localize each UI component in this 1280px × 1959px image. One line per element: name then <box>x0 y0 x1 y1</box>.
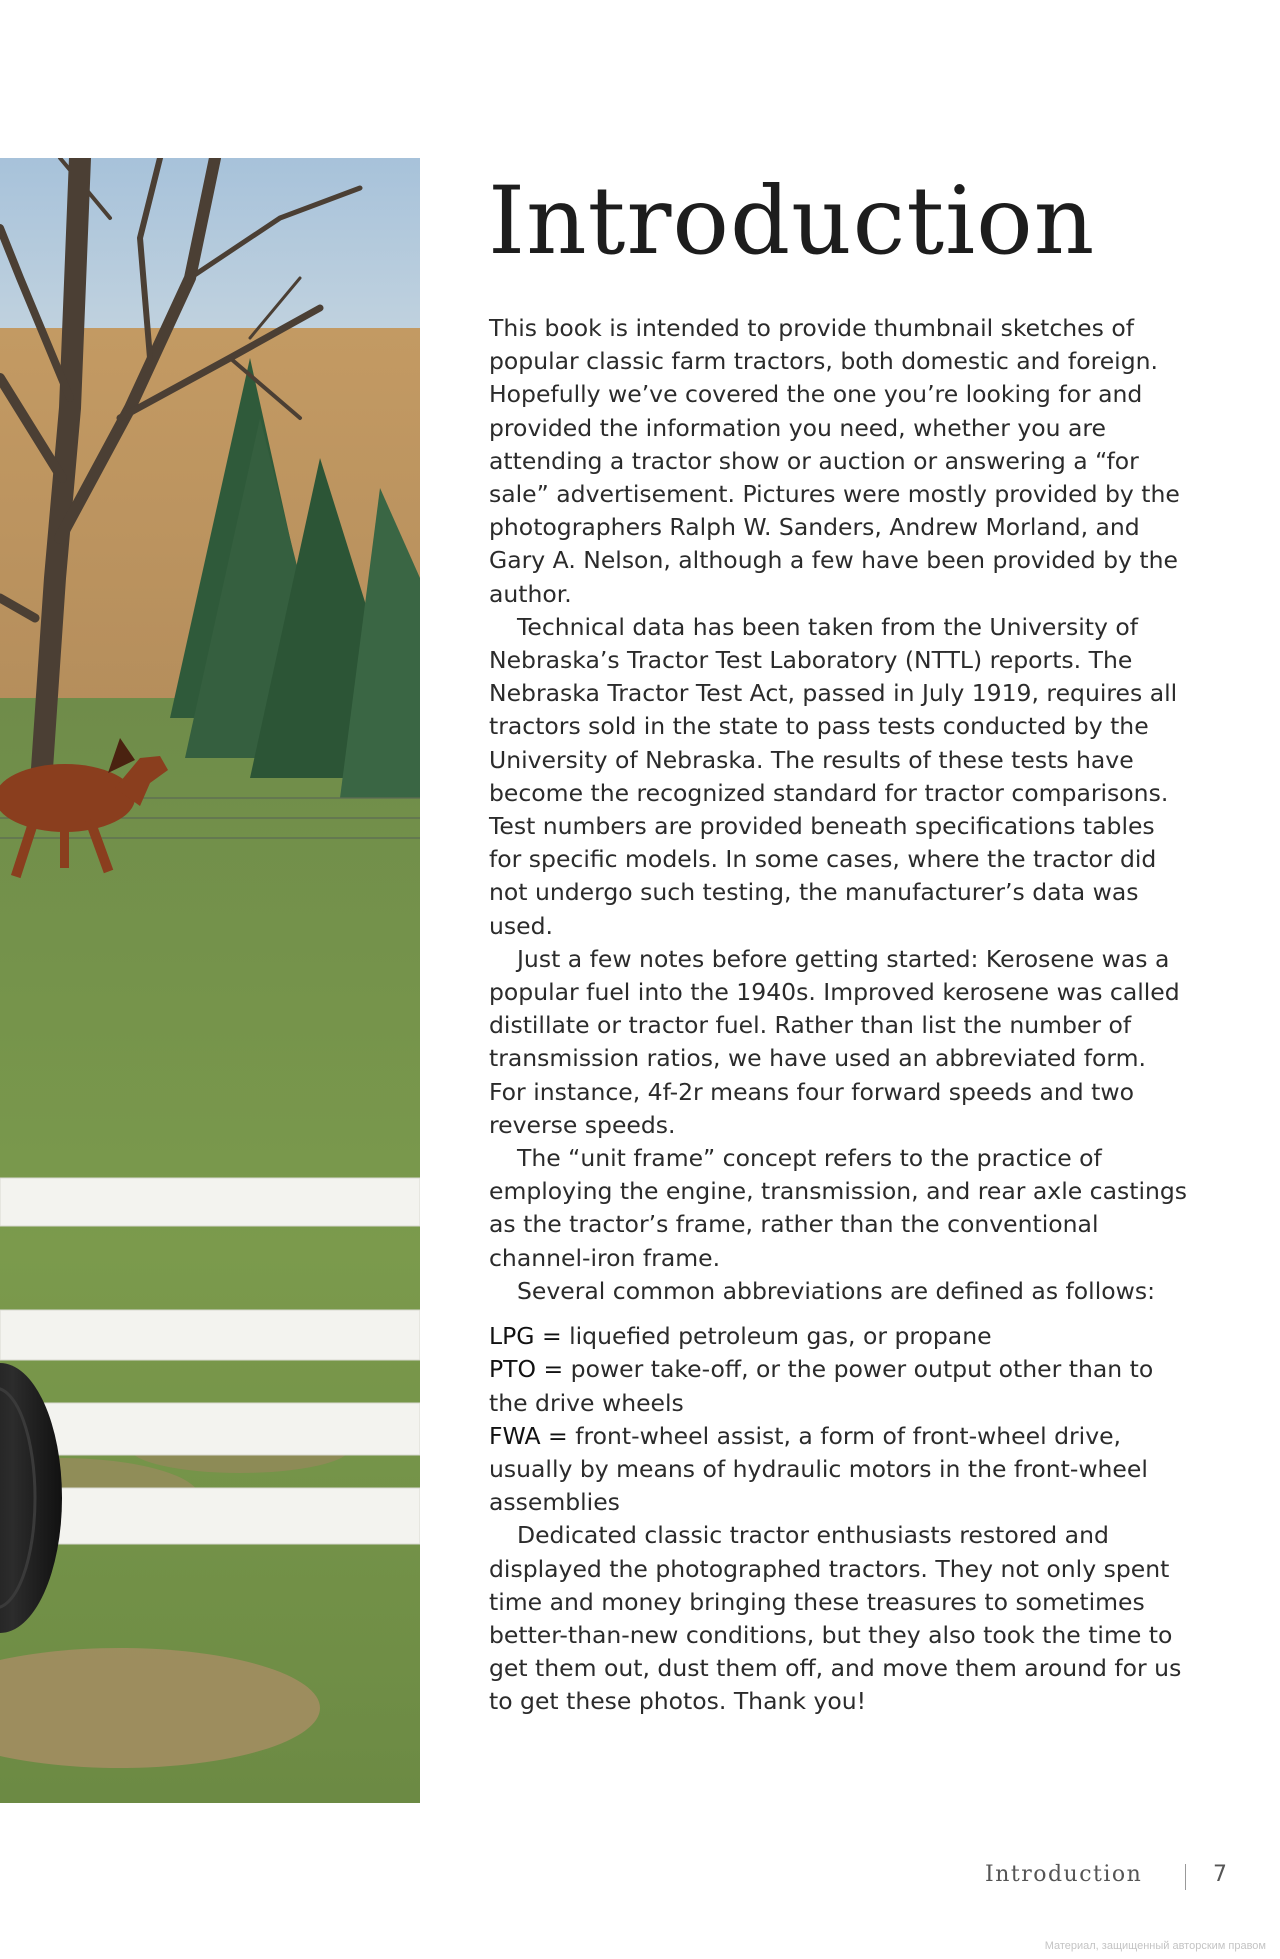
abbreviation-list <box>489 1320 1189 1519</box>
farm-photo-illustration <box>0 158 420 1803</box>
abbreviation-term: LPG = <box>489 1322 562 1351</box>
running-head: Introduction <box>985 1862 1143 1887</box>
abbreviation-term: PTO = <box>489 1355 564 1384</box>
paragraph-technical-data: Technical data has been taken from the University of Nebraska’s Tractor Test Laboratory (NTTL) reports. The Nebraska Tractor Test Act, passed in July 1919, requires all tractors sold in the state to pass tests conducted by the University of Nebraska. The results of these tests have become the recognized standard for tractor comparisons. Test numbers are provided beneath specifications tables for specific models. In some cases, where the tractor did not undergo such testing, the manufacturer’s data was used. <box>489 612 1178 940</box>
body-text <box>489 312 1189 1719</box>
paragraph-intro: This book is intended to provide thumbnail sketches of popular classic farm tractors, both domestic and foreign. Hopefully we’ve covered the one you’re looking for and provided the information you need, whether you are attending a tractor show or auction or answering a “for sale” advertisement. Pictures were mostly provided by the photographers Ralph W. Sanders, Andrew Morland, and Gary A. Nelson, although a few have been provided by the author. <box>489 314 1180 608</box>
farm-photo <box>0 158 420 1803</box>
abbreviation-definition: front-wheel assist, a form of front-wheel drive, usually by means of hydraulic motors in the front-wheel assemblies <box>489 1421 1148 1517</box>
paragraph-notes: Just a few notes before getting started: Kerosene was a popular fuel into the 1940s. Improved kerosene was called distillate or tractor fuel. Rather than list the number of transmission ratios, we have used an abbreviated form. For instance, 4f-2r means four forward speeds and two reverse speeds. <box>489 944 1180 1139</box>
paragraph-unit-frame: The “unit frame” concept refers to the practice of employing the engine, transmission, and rear axle castings as the tractor’s frame, rather than the conventional channel-iron frame. <box>489 1144 1188 1272</box>
paragraph-acknowledgements: Dedicated classic tractor enthusiasts restored and displayed the photographed tractors. They not only spent time and money bringing these treasures to sometimes better-than-new conditions, but they also took the time to get them out, dust them off, and move them around for us to get these photos. Thank you! <box>489 1521 1182 1716</box>
paragraph-abbreviations-lead: Several common abbreviations are defined as follows: <box>517 1276 1155 1305</box>
abbreviation-lpg <box>489 1320 1189 1353</box>
footer-divider <box>1185 1864 1186 1890</box>
abbreviation-pto <box>489 1353 1189 1419</box>
abbreviation-fwa <box>489 1420 1189 1520</box>
page-number: 7 <box>1213 1862 1227 1887</box>
abbreviation-definition: power take-off, or the power output other than to the drive wheels <box>489 1355 1154 1417</box>
abbreviation-definition: liquefied petroleum gas, or propane <box>561 1322 992 1351</box>
abbreviation-term: FWA = <box>489 1421 568 1450</box>
copyright-watermark: Материал, защищенный авторским правом <box>1044 1940 1266 1952</box>
page-title: Introduction <box>488 167 1096 276</box>
